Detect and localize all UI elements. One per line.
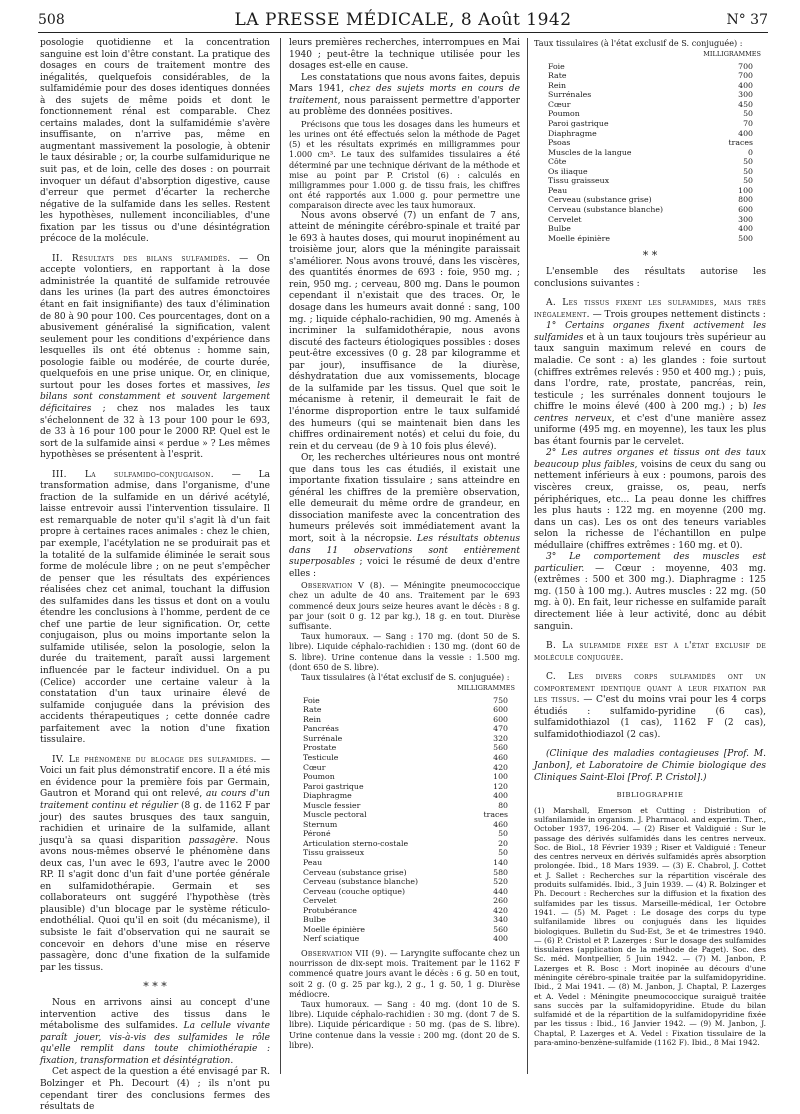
- tissue-value: 140: [493, 858, 508, 868]
- conclusion-a3-emphasis: 3° Le comportement des muscles est particulier.: [534, 552, 766, 574]
- tissue-value: 400: [493, 934, 508, 944]
- tissue-name: Peau: [303, 858, 323, 868]
- bibliography-title: BIBLIOGRAPHIE: [616, 791, 684, 800]
- table-row: [303, 839, 508, 849]
- tissue-name: Cervelet: [548, 214, 582, 224]
- table-row: [548, 81, 753, 91]
- section-ii-text: — On accepte volontiers, en rapportant à la dose administrée la quantité de sulfamide retrouvée dans les urines (la part des autres émonctoires étant en fait insignifiante) des taux d'élimination de 80 à 90 pour 100. Ces pourcentages, dont on a abusivement généralisé la signification, valent seulement pour les conditions d'expérience dans lesquelles ils ont été obtenus : homme sain, posologie faible ou modérée, de courte durée, quelquefois en une prise unique. Or, en clinique, surtout pour les doses fortes et massives,: [40, 253, 270, 391]
- observation-vii-title: Observation VII (9).: [301, 947, 387, 958]
- tissue-name: Cervelet: [303, 896, 337, 906]
- section-iv-text: — Voici un fait plus démonstratif encore. Il a été mis en évidence pour la première fois par Germain, Gautron et Morand qui ont relevé,: [40, 754, 270, 800]
- tissue-value: 300: [738, 214, 753, 224]
- tissue-name: Articulation sterno-costale: [303, 838, 409, 848]
- col2-paragraph-2: [289, 73, 520, 119]
- table-row: [548, 109, 753, 119]
- concept-emphasis: La cellule vivante paraît jouer, vis-à-vis des sulfamides le rôle qu'elle remplit dans toute chimiothérapie : fixation, transformation et désintégration.: [40, 1021, 271, 1066]
- concept-paragraph: [40, 998, 270, 1067]
- observation-vii-humoral: Taux humoraux. — Sang : 40 mg. (dont 10 de S. libre). Liquide céphalo-rachidien : 30 mg. (dont 7 de S. libre). Liquide péricardique : 50 mg. (pas de S. libre). Urine contenue dans la vessie : 200 mg. (dont 20 de S. libre).: [289, 998, 520, 1050]
- tissue-value: 80: [498, 800, 508, 810]
- tissue-value: 20: [498, 838, 508, 848]
- table-row: [548, 205, 753, 215]
- tissue-value: 800: [738, 195, 753, 205]
- tissue-name: Peau: [548, 185, 568, 195]
- conclusion-b: [534, 641, 766, 664]
- section-iv: [40, 755, 270, 974]
- tissue-value: 50: [743, 176, 753, 186]
- table-row: [303, 791, 508, 801]
- table-row: [548, 138, 753, 148]
- page-number: 508: [38, 12, 65, 28]
- results-text: Or, les recherches ultérieures nous ont montré que dans tous les cas étudiés, il existait une importante fixation tissulaire ; sans atteindre en général les chiffres de la première observation, elle demeurait du même ordre de grandeur, en dissociation manifeste avec la concentration des humeurs prélevés soit immédiatement avant la mort, soit à la nécropsie.: [289, 453, 520, 544]
- conclusion-a-text: — Trois groupes nettement distincts :: [589, 309, 766, 320]
- tissue-value: 600: [493, 705, 508, 715]
- tissue-name: Cerveau (couche optique): [303, 886, 406, 896]
- tissue-value: 580: [493, 867, 508, 877]
- tissue-value: traces: [728, 138, 753, 148]
- table-row: [548, 215, 753, 225]
- bibliography: (1) Marshall, Emerson et Cutting : Distribution of sulfanilamide in organism. J. Pharmacol. and experim. Ther., October 1937, 196-204. — (2) Riser et Valdiguié : Sur le passage des dérivés sulfamidés dans les centres nerveux. Soc. de Biol., 18 Février 1939 ; Riser et Valdiguié : Teneur des centres nerveux en dérivés sulfamidés après absorption prolongée. Ibid., 18 Mars 1939. — (3) E. Chabrol, J. Cottet et J. Sallet : Recherches sur la répartition viscérale des produits sulfamidés. Ibid., 3 Juin 1939. — (4) R. Bolzinger et Ph. Decourt : Recherches sur la diffusion et la fixation des sulfamides par les tissus. Marseille-médical, 1er Octobre 1941. — (5) M. Paget : Le dosage des corps du type sulfanilamide libres ou conjugués dans les liquides biologiques. Bulletin du Sud-Est, 3e et 4e trimestres 1940. — (6) P. Cristol et P. Lazerges : Sur le dosage des sulfamides tissulaires (application de la méthode de Paget). Soc. des Sc. méd. Montpellier, 5 Juin 1942. — (7) M. Janbon, P. Lazerges et R. Bosc : Mort inopinée au décours d'une méningite cérébro-spinale traitée par la sulfamidopyridine. Ibid., 2 Mai 1941. — (8) M. Janbon, J. Chaptal, P. Lazerges et A. Vedel : Méningite pneumococcique suraiguë traitée sans succès par la sulfamidopyridine. Etude du bilan sulfamidé et de la répartition de la sulfamidopyridine fixée par les tissus : Ibid., 16 Janvier 1942. — (9) M. Janbon, J. Chaptal, P. Lazerges et A. Vedel : Fixation tissulaire de la para-amino-benzène-sulfamide (1162 F). Ibid., 8 Mai 1942.: [534, 805, 766, 1048]
- table-row: [303, 915, 508, 925]
- table-row: [548, 148, 753, 158]
- tissue-name: Muscle fessier: [303, 800, 361, 810]
- conclusion-a2-text: , voisins de ceux du sang ou nettement inférieurs à eux : poumons, parois des viscères creux, graisse, os, peau, nerfs périphériques, etc... La peau donne les chiffres les plus hauts : 122 mg. en moyenne (200 mg. dans un cas). Les os ont des teneurs variables selon la richesse de l'échantillon en pulpe médullaire (chiffres extrêmes : 160 mg. et 0).: [534, 459, 766, 551]
- tissue-name: Cerveau (substance blanche): [303, 877, 418, 887]
- tissue-name: Prostate: [303, 743, 337, 753]
- tissue-value: 320: [493, 733, 508, 743]
- conclusion-c-text: — C'est du moins vrai pour les 4 corps étudiés : sulfamido-pyridine (6 cas), sulfamidothiazol (1 cas), 1162 F (2 cas), sulfamidothiodiazol (2 cas).: [534, 695, 766, 740]
- tissue-name: Psoas: [548, 138, 571, 148]
- observation-v: [289, 580, 520, 631]
- tissue-name: Cœur: [548, 99, 571, 109]
- section-iv-emphasis-2: passagère: [188, 835, 236, 846]
- conclusion-a1-text: et à un taux toujours très supérieur au taux sanguin maximum relevé en cours de maladie. Ce sont : a) les glandes : foie surtout (chiffres extrêmes relevés : 950 et 400 mg.) ; puis, dans l'ordre, rate, prostate, pancréas, rein, testicule ; les surrénales donnent toujours le chiffre le moins élevé (400 à 200 mg.) ; b): [534, 332, 766, 413]
- table-row: [303, 753, 508, 763]
- conclusion-a1-emphasis-2: les centres nerveux: [534, 402, 766, 424]
- column-2: [289, 38, 520, 1050]
- column-3: [534, 38, 766, 1047]
- section-iv-text-3: . Nous avons nous-mêmes observé le phénomène dans deux cas, l'un avec le 693, l'autre avec le 2000 RP. Il s'agit donc d'un fait d'une portée générale en sulfamidothérapie. Germain et ses collaborateurs ont suggéré l'hypothèse (très plausible) d'un blocage par le système réticulo-endothélial. Quoi qu'il en soit (du mécanisme), il subsiste le fait d'observation qui ne saurait se concevoir en dehors d'une mise en réserve passagère, donc d'une fixation de la sulfamide par les tissus.: [40, 835, 270, 973]
- table-row: [548, 224, 753, 234]
- tissue-name: Muscle pectoral: [303, 810, 367, 820]
- observation-vii-text: — Laryngite suffocante chez un nourrisson de dix-sept mois. Traitement par le 1162 F commencé quatre jours avant le décès : 6 g. 50 en tout, soit 2 g. (0 g. 25 par kg.), 2 g., 1 g. 50, 1 g. Diurèse médiocre.: [289, 947, 521, 999]
- table-row: [548, 186, 753, 196]
- column-divider-1: [280, 38, 281, 1074]
- concept-text: Nous en arrivons ainsi au concept d'une intervention active des tissus dans le métabolisme des sulfamides.: [40, 998, 270, 1032]
- tissue-name: Moelle épinière: [303, 924, 365, 934]
- column-divider-2: [527, 38, 528, 1074]
- observation-v-title: Observation V (8).: [301, 580, 386, 591]
- section-iv-text-2: (8 g. de 1162 F par jour) des sautes brusques des taux sanguin, rachidien et urinaire de la sulfamide, allant jusqu'à sa quasi disparition: [40, 801, 270, 846]
- conclusion-a1: [534, 321, 766, 448]
- section-ii-title: II. Résultats des bilans sulfamidés.: [52, 253, 231, 264]
- table-row: [303, 782, 508, 792]
- tissue-name: Poumon: [548, 109, 580, 119]
- tissue-value: 100: [493, 772, 508, 782]
- table-1-unit: MILLIGRAMMES: [457, 684, 515, 693]
- tissue-name: Muscles de la langue: [548, 147, 632, 157]
- table-row: [548, 119, 753, 129]
- tissue-name: Os iliaque: [548, 166, 588, 176]
- tissue-name: Cerveau (substance grise): [303, 867, 407, 877]
- col2-paragraph-1: leurs premières recherches, interrompues en Mai 1940 ; peut-être la technique utilisée pour les dosages est-elle en cause.: [289, 38, 520, 72]
- journal-title: LA PRESSE MÉDICALE, 8 Août 1942: [234, 10, 572, 30]
- tissue-value: 340: [493, 915, 508, 925]
- tissue-name: Poumon: [303, 772, 335, 782]
- tissue-name: Paroi gastrique: [303, 781, 364, 791]
- tissue-value: 50: [743, 109, 753, 119]
- methods-paragraph: Précisons que tous les dosages dans les humeurs et les urines ont été effectués selon la méthode de Paget (5) et les résultats exprimés en milligrammes pour 1.000 cm³. Le taux des sulfamides tissulaires a été déterminé par une technique dérivant de la méthode et mise au point par P. Cristol (6) : calculés en milligrammes pour 1.000 g. de tissu frais, les chiffres ont été rapportés aux 1.000 g. pour permettre une comparaison directe avec les taux humoraux.: [289, 118, 520, 211]
- tissue-value: 450: [738, 99, 753, 109]
- tissue-name: Péroné: [303, 829, 331, 839]
- tissue-value: 500: [738, 233, 753, 243]
- tissue-table-2: [548, 62, 753, 243]
- table-row: [303, 896, 508, 906]
- tissue-name: Bulbe: [303, 915, 326, 925]
- tissue-name: Rate: [548, 71, 567, 81]
- tissue-value: 100: [738, 185, 753, 195]
- table-2-title: Taux tissulaires (à l'état exclusif de S. conjuguée) :: [534, 38, 743, 48]
- table-row: [548, 234, 753, 244]
- tissue-value: 460: [493, 819, 508, 829]
- tissue-name: Foie: [548, 61, 565, 71]
- tissue-value: 260: [493, 896, 508, 906]
- last-paragraph: Cet aspect de la question a été envisagé par R. Bolzinger et Ph. Decourt (4) ; ils n'ont pu cependant tirer des conclusions fermes des résultats de: [40, 1067, 270, 1113]
- table-2-unit: MILLIGRAMMES: [703, 50, 761, 59]
- table-row: [303, 925, 508, 935]
- tissue-name: Côte: [548, 157, 567, 167]
- tissue-table-1: [303, 696, 508, 944]
- conclusions-intro: L'ensemble des résultats autorise les conclusions suivantes :: [534, 267, 766, 289]
- tissue-value: 520: [493, 877, 508, 887]
- tissue-name: Tissu graisseux: [548, 176, 610, 186]
- conclusion-a2: [534, 448, 766, 552]
- intro-paragraph: posologie quotidienne et la concentration sanguine est loin d'être constant. La pratique des dosages en cours de traitement montre des inégalités, quelquefois considérables, de la sulfamidémie pour des doses identiques données à des sujets de même poids et dont le fonctionnement rénal est comparable. Chez certains malades, dont la sulfamidémie s'avère insuffisante, on n'arrive pas, même en augmentant massivement la posologie, à obtenir le taux désirable ; or, la courbe sulfamidurique ne suit pas, et de loin, celle des doses : on pourrait invoquer un défaut d'absorption digestive, cause d'erreur que permet d'écarter la recherche négative de la sulfamide dans les selles. Restent les hypothèses, nullement inconciliables, d'une fixation par les tissus ou d'une désintégration précoce de la molécule.: [40, 38, 270, 245]
- table-row: [303, 877, 508, 887]
- tissue-value: 400: [738, 128, 753, 138]
- table-row: [303, 858, 508, 868]
- tissue-value: 560: [493, 743, 508, 753]
- table-row: [303, 868, 508, 878]
- table-row: [548, 90, 753, 100]
- tissue-name: Foie: [303, 695, 320, 705]
- results-paragraph: [289, 453, 520, 580]
- tissue-value: 400: [738, 80, 753, 90]
- tissue-name: Paroi gastrique: [548, 119, 609, 129]
- conclusion-c-title: C. Les divers corps sulfamidés ont un comportement identique quant à leur fixation par les tissus.: [534, 672, 766, 706]
- column-1: [40, 38, 270, 1114]
- tissue-value: 50: [498, 829, 508, 839]
- tissue-value: 400: [493, 791, 508, 801]
- section-iii-text: — La transformation admise, dans l'organisme, d'une fraction de la sulfamide en un dérivé acétylé, laisse entrevoir aussi l'intervention tissulaire. Il est remarquable de noter qu'il s'agit là d'un fait propre à certaines races animales : chez le chien, par exemple, l'acétylation ne se produirait pas et la totalité de la sulfamide éliminée le serait sous forme de molécule libre ; on ne peut s'empêcher de penser que les résultats des expériences réalisées chez cet animal, touchant la diffusion des sulfamides dans les tissus et dont on a voulu étendre les conclusions à l'homme, perdent de ce chef une partie de leur signification. Or, cette conjugaison, plus ou moins importante selon la sulfamide utilisée, selon la posologie, selon la durée du traitement, paraît aussi largement influencée par le facteur individuel. On a pu (Celice) accorder une certaine valeur à la constatation d'un taux urinaire élevé de sulfamide conjuguée dans la prévision des accidents thérapeutiques ; cette donnée cadre parfaitement avec la notion d'une fixation tissulaire.: [40, 469, 270, 746]
- conclusion-a: [534, 298, 766, 321]
- tissue-value: 120: [493, 781, 508, 791]
- table-row: [303, 743, 508, 753]
- tissue-name: Diaphragme: [548, 128, 597, 138]
- tissue-value: 440: [493, 886, 508, 896]
- table-row: [303, 848, 508, 858]
- tissue-name: Nerf sciatique: [303, 934, 360, 944]
- table-row: [548, 195, 753, 205]
- tissue-name: Cerveau (substance blanche): [548, 204, 663, 214]
- tissue-name: Cerveau (substance grise): [548, 195, 652, 205]
- conclusion-c: [534, 672, 766, 741]
- section-ii: [40, 254, 270, 462]
- section-iii: [40, 470, 270, 747]
- conclusion-b-title: B. La sulfamide fixée est à l'état exclusif de molécule conjuguée.: [534, 641, 766, 663]
- table-row: [303, 734, 508, 744]
- tissue-name: Tissu graisseux: [303, 848, 365, 858]
- conclusion-a2-emphasis: 2° Les autres organes et tissus ont des taux beaucoup plus faibles: [534, 448, 766, 470]
- affiliation-text: (Clinique des maladies contagieuses [Prof. M. Janbon], et Laboratoire de Chimie biologique des Cliniques Saint-Eloi [Prof. P. Cristol].): [534, 749, 766, 783]
- tissue-value: 750: [493, 695, 508, 705]
- table-row: [303, 772, 508, 782]
- table-row: [303, 763, 508, 773]
- section-iv-emphasis: au cours d'un traitement continu et régulier: [40, 789, 270, 811]
- results-text-2: ; voici le résumé de deux d'entre elles :: [289, 557, 520, 579]
- tissue-value: 470: [493, 724, 508, 734]
- tissue-value: 400: [738, 224, 753, 234]
- tissue-name: Diaphragme: [303, 791, 352, 801]
- tissue-name: Rein: [548, 80, 566, 90]
- observation-vii: [289, 948, 520, 999]
- tissue-value: 600: [738, 204, 753, 214]
- tissue-value: 300: [738, 90, 753, 100]
- conclusion-a1-emphasis: 1° Certains organes fixent activement les sulfamides: [534, 321, 766, 343]
- case-paragraph: Nous avons observé (7) un enfant de 7 ans, atteint de méningite cérébro-spinale et traité par le 693 à hautes doses, qui mourut inopinément au troisième jour, alors que la méningite paraissait s'améliorer. Nous avons trouvé, dans les viscères, des quantités énormes de 693 : foie, 950 mg. ; rein, 950 mg. ; cerveau, 800 mg. Dans le poumon cependant il n'existait que des traces. Or, le dosage dans les humeurs avait donné : sang, 100 mg. ; liquide céphalo-rachidien, 90 mg. Amenés à incriminer la sulfamidothérapie, nous avons discuté des facteurs étiologiques possibles : doses peut-être excessives (0 g. 28 par kilogramme et par jour), insuffisance de la diurèse, déshydratation due aux vomissements, blocage de la sulfamide par les tissus. Quel que soit le mécanisme à retenir, il demeurait le fait de l'énorme disproportion entre le taux sulfamidé des humeurs (qui se maintenait bien dans les chiffres ordinairement notés) et celui du foie, du rein et du cerveau (de 9 à 10 fois plus élevé).: [289, 210, 520, 452]
- table-row: [303, 810, 508, 820]
- tissue-value: traces: [483, 810, 508, 820]
- table-row: [303, 715, 508, 725]
- tissue-name: Moelle épinière: [548, 233, 610, 243]
- tissue-name: Cœur: [303, 762, 326, 772]
- tissue-value: 560: [493, 924, 508, 934]
- issue-number: N° 37: [726, 12, 768, 28]
- tissue-name: Testicule: [303, 753, 339, 763]
- table-row: [548, 176, 753, 186]
- section-stars-2: * *: [642, 249, 658, 263]
- observation-v-tissue-title: Taux tissulaires (à l'état exclusif de S. conjuguée) :: [301, 671, 510, 682]
- tissue-value: 50: [498, 848, 508, 858]
- conclusion-a1-text-2: , et c'est d'une manière assez uniforme (495 mg. en moyenne), les taux les plus bas étant fournis par le cervelet.: [534, 413, 766, 447]
- tissue-value: 70: [743, 119, 753, 129]
- table-row: [548, 129, 753, 139]
- table-row: [548, 100, 753, 110]
- table-row: [548, 71, 753, 81]
- section-ii-text-2: ; chez nos malades les taux s'échelonnent de 32 à 13 pour 100 pour le 693, de 33 à 16 pour 100 pour le 2000 RP. Quel est le sort de la sulfamide ainsi « perdue » ? Les mêmes hypothèses se présentent à l'esprit.: [40, 403, 270, 461]
- tissue-name: Surrénales: [548, 90, 592, 100]
- tissue-value: 600: [493, 714, 508, 724]
- tissue-name: Rein: [303, 714, 321, 724]
- col2-p2-emphasis: chez des sujets morts en cours de traitement: [289, 84, 520, 106]
- table-row: [303, 829, 508, 839]
- tissue-value: 460: [493, 753, 508, 763]
- tissue-value: 420: [493, 905, 508, 915]
- tissue-value: 0: [748, 147, 753, 157]
- tissue-name: Bulbe: [548, 224, 571, 234]
- observation-v-text: — Méningite pneumococcique chez un adulte de 40 ans. Traitement par le 693 commencé deux jours seize heures avant le décès : 8 g. par jour (soit 0 g. 12 par kg.), 18 g. en tout. Diurèse suffisante.: [289, 580, 520, 631]
- tissue-name: Protubérance: [303, 905, 357, 915]
- table-row: [303, 724, 508, 734]
- tissue-name: Sternum: [303, 819, 338, 829]
- page-header: [38, 6, 768, 32]
- conclusion-a3-text: — Cœur : moyenne, 403 mg. (extrêmes : 500 et 300 mg.). Diaphragme : 125 mg. (150 à 100 mg.). Autres muscles : 22 mg. (50 mg. à 0). En fait, leur richesse en sulfamide paraît directement liée à leur activité, donc au débit sanguin.: [534, 563, 766, 632]
- tissue-name: Pancréas: [303, 724, 339, 734]
- conclusion-a3: [534, 552, 766, 633]
- table-row: [303, 934, 508, 944]
- section-iv-title: IV. Le phénomène du blocage des sulfamides.: [52, 754, 257, 765]
- section-iii-title: III. La sulfamido-conjugaison.: [52, 469, 214, 480]
- section-stars: * * *: [143, 980, 167, 994]
- tissue-value: 50: [743, 166, 753, 176]
- tissue-value: 420: [493, 762, 508, 772]
- tissue-value: 50: [743, 157, 753, 167]
- table-row: [303, 696, 508, 706]
- table-row: [303, 705, 508, 715]
- tissue-name: Surrénale: [303, 733, 343, 743]
- observation-v-humoral: Taux humoraux. — Sang : 170 mg. (dont 50 de S. libre). Liquide céphalo-rachidien : 130 mg. (dont 60 de S. libre). Urine contenue dans la vessie : 1.500 mg. (dont 650 de S. libre).: [289, 631, 520, 672]
- table-row: [303, 906, 508, 916]
- table-row: [303, 801, 508, 811]
- table-row: [303, 887, 508, 897]
- tissue-value: 700: [738, 71, 753, 81]
- tissue-value: 700: [738, 61, 753, 71]
- col2-p2-text: Les constatations que nous avons faites, depuis Mars 1941,: [289, 72, 520, 95]
- col2-p2-text-2: , nous paraissent permettre d'apporter au problème des données positives.: [289, 95, 520, 118]
- table-row: [548, 157, 753, 167]
- conclusion-a-title: A. Les tissus fixent les sulfamides, mais très inégalement.: [534, 298, 766, 320]
- section-ii-emphasis: les bilans sont constamment et souvent largement déficitaires: [40, 380, 270, 414]
- table-row: [548, 62, 753, 72]
- header-rule: [38, 32, 768, 33]
- table-row: [548, 167, 753, 177]
- results-emphasis: Les résultats obtenus dans 11 observations sont entièrement superposables: [289, 533, 520, 568]
- affiliation: [534, 749, 766, 784]
- tissue-name: Rate: [303, 705, 322, 715]
- table-row: [303, 820, 508, 830]
